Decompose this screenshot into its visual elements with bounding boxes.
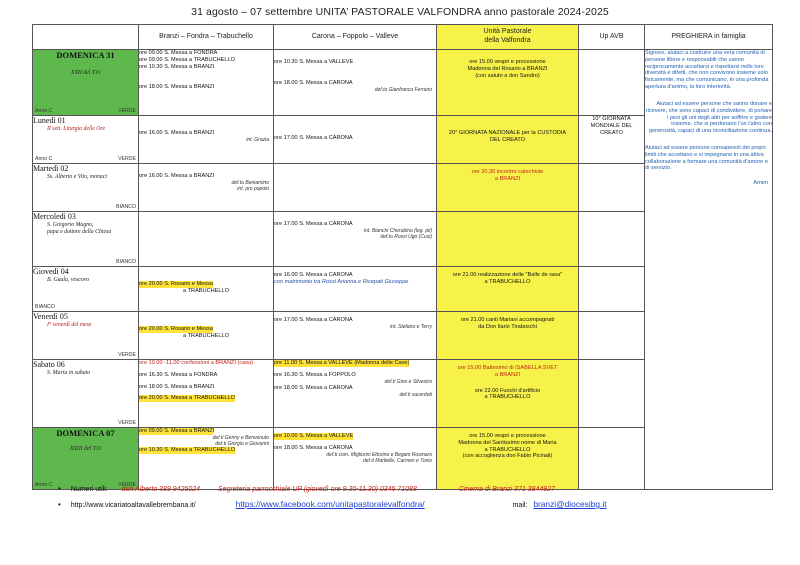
unita-cell: ore 15.00 vespri e processione Madonna del Santissimo nome di Maria a TRABUCHELLO (con accoglienza don Fabio Picinali) <box>437 428 579 490</box>
avb-cell <box>579 428 645 490</box>
carona-cell <box>274 164 437 212</box>
unita-cell: ore 15.00 vespri e processione Madonna del Rosario a BRANZI (con saluto a don Sandro) <box>437 50 579 116</box>
day-header <box>33 25 139 50</box>
facebook-link[interactable]: https://www.facebook.com/unitapastoralevalfondra/ <box>235 499 425 509</box>
day-note: S. Maria in sabato <box>47 369 91 376</box>
page-title: 31 agosto – 07 settembre UNITA’ PASTORALE VALFONDRA anno pastorale 2024-2025 <box>191 6 609 18</box>
day-name: Giovedì 04 <box>33 267 69 276</box>
segreteria-phone: Segreteria parrocchiale UP (giovedì ore 9.30-11.30) 0345 71088 <box>218 486 417 493</box>
avb-cell: 10° GIORNATA MONDIALE DEL CREATO <box>579 116 645 164</box>
carona-cell: ore 11.00 S. Messa a VALLEVE (Madonna delle Cave) ore 16.30 S. Messa a FOPPOLO def.ti Gino e Silvestro ore 18.00 S. Messa a CARONA def.ti sacerdoti <box>274 360 437 428</box>
header-carona: Carona – Foppolo – Valleve <box>274 25 437 50</box>
day-note-2: papa e dottore della Chiesa <box>47 228 112 235</box>
footer-numbers <box>58 484 555 493</box>
avb-cell <box>579 312 645 360</box>
branzi-cell: ore 20.00 S. Rosario e Messa a TRABUCHELLO <box>139 312 274 360</box>
header-preghiera: PREGHIERA in famiglia <box>645 25 773 50</box>
unita-cell: ore 21.00 canti Mariani accompagnati da Don Ilario Tiraboschi <box>437 312 579 360</box>
unita-cell: ore 20.30 incontro catechiste a BRANZI <box>437 164 579 212</box>
day-note: XXII del T.O <box>70 70 101 77</box>
prayer-paragraph-1: Signore, aiutaci a costruire una vera comunità di persone libere e responsabili che sanno reciprocamente accettarsi e rispettarsi nelle loro diversità e difetti, che non convivono insieme solo fisicamente, ma che comunicano, in una profonda apertura d'animo, la loro interiorità. <box>645 50 769 91</box>
day-cell: Lunedì 01 II sett. Liturgia delle Ore Anno C VERDE <box>33 116 139 164</box>
day-cell: DOMENICA 31 XXII del T.O Anno C VERDE <box>33 50 139 116</box>
day-note: B. Guala, vescovo <box>47 276 90 283</box>
branzi-cell: ore 16.00 S. Messa a BRANZI int. Grazia <box>139 116 274 164</box>
bullet-icon: • <box>58 500 61 509</box>
branzi-cell: ore 16.00 S. Messa a BRANZI def.to Beniamino int. pro popolo <box>139 164 274 212</box>
header-unita: Unità Pastorale della Valfondra <box>437 25 579 50</box>
carona-cell: ore 10.00 S. Messa a VALLEVE ore 18.00 S. Messa a CARONA def.ti com. Migliorini Ettorina e Begani Rosmaro def.ti Maritelle, Carmen e Tonis <box>274 428 437 490</box>
day-cell: Sabato 06 S. Maria in sabato VERDE <box>33 360 139 428</box>
carona-cell: ore 10.30 S. Messa a VALLEVE ore 18.00 S. Messa a CARONA def.to Gianfranco Ferrario <box>274 50 437 116</box>
day-note: S. Gregorio Magno, <box>47 221 94 228</box>
prayer-paragraph-2: Aiutaci ad essere persone che sanno donare e ricevere, che sono capaci di condividere, di portare i pesi gli uni degli altri per soffrire e godere insieme, che si perdonano l'un l'altro con generosità, capaci di una riconciliazione continua. <box>645 100 772 135</box>
day-note: XXIII del T.O <box>69 446 102 453</box>
day-name: DOMENICA 31 <box>56 50 115 60</box>
day-note: II sett. Liturgia delle Ore <box>47 125 106 132</box>
carona-cell: ore 16.00 S. Messa a CARONA con matrimonio tra Rossi Arianna e Ricepati Giuseppe <box>274 267 437 312</box>
day-name: Lunedì 01 <box>33 116 66 125</box>
unita-cell <box>437 212 579 267</box>
carona-cell: ore 17.00 S. Messa a CARONA <box>274 116 437 164</box>
avb-cell <box>579 360 645 428</box>
mail-label: mail: <box>512 502 528 509</box>
day-cell: Martedì 02 Ss. Alberto e Vito, monaci BIANCO <box>33 164 139 212</box>
day-cell: DOMENICA 07 XXIII del T.O Anno C VERDE <box>33 428 139 490</box>
prayer-cell <box>645 50 773 490</box>
day-name: Sabato 06 <box>33 360 65 369</box>
carona-cell: ore 17.00 S. Messa a CARONA int. Bianchi Cherubino (leg. pii) def.to Rossi Ugo (Cusi) <box>274 212 437 267</box>
numeri-label: Numeri utili: <box>70 486 108 493</box>
day-name: Mercoledì 03 <box>33 212 76 221</box>
prayer-amen: Amen <box>753 180 768 187</box>
branzi-cell: ore 10.00 -11.00 confessioni a BRANZI (casa) ore 16.30 S. Messa a FONDRA ore 18.00 S. Messa a BRANZI ore 20.00 S. Messa a TRABUCHELLO <box>139 360 274 428</box>
day-note: Ss. Alberto e Vito, monaci <box>47 173 108 180</box>
header-avb: Up AVB <box>579 25 645 50</box>
branzi-cell: ore 09.00 S. Messa a FONDRA ore 09.00 S. Messa a TRABUCHELLO ore 10.30 S. Messa a BRANZI ore 18.00 S. Messa a BRANZI <box>139 50 274 116</box>
day-name: Venerdì 05 <box>33 312 68 321</box>
prayer-paragraph-3: Aiutaci ad essere persone consapevoli dei propri limiti che accettano e si impegnano in una attiva collaborazione a formare una comunità d'amore e di servizio. <box>645 144 768 172</box>
avb-cell <box>579 50 645 116</box>
day-note: I° venerdì del mese <box>47 321 92 328</box>
schedule-table <box>32 24 773 490</box>
day-row <box>33 50 773 116</box>
avb-cell <box>579 212 645 267</box>
footer-links <box>58 499 607 509</box>
branzi-cell <box>139 212 274 267</box>
unita-cell: ore 21.00 realizzazione delle "Balle de rasa" a TRABUCHELLO <box>437 267 579 312</box>
day-cell: Mercoledì 03 S. Gregorio Magno, papa e dottore della Chiesa BIANCO <box>33 212 139 267</box>
branzi-cell: ore 09.00 S. Messa a BRANZI def.ti Genny e Benvenuto def.ti Giorgio e Giovanni ore 10.30 S. Messa a TRABUCHELLO <box>139 428 274 490</box>
day-name: DOMENICA 07 <box>56 428 115 438</box>
avb-cell <box>579 267 645 312</box>
branzi-cell: ore 20.00 S. Rosario e Messa a TRABUCHELLO <box>139 267 274 312</box>
avb-cell <box>579 164 645 212</box>
bullet-icon: • <box>58 484 61 493</box>
site-link[interactable]: http://www.vicariatoaltavallebrembana.it/ <box>70 502 196 509</box>
day-cell: Giovedì 04 B. Guala, vescovo BIANCO <box>33 267 139 312</box>
day-cell: Venerdì 05 I° venerdì del mese VERDE <box>33 312 139 360</box>
don-alberto-phone: don Alberto 389 9425024 <box>121 486 201 493</box>
carona-cell: ore 17.00 S. Messa a CARONA int. Stefano e Terry <box>274 312 437 360</box>
cinema-phone: Cinema di Branzi 371 3844927 <box>458 486 555 493</box>
mail-link[interactable]: branzi@diocesibg.it <box>533 499 607 509</box>
unita-cell: 20° GIORNATA NAZIONALE per la CUSTODIA DEL CREATO <box>437 116 579 164</box>
unita-cell: ore 15.00 Battesimo di ISABELLA SVET a BRANZI ore 22.00 Fuochi d'artificio a TRABUCHELLO <box>437 360 579 428</box>
day-name: Martedì 02 <box>33 164 69 173</box>
header-row <box>33 25 773 50</box>
header-branzi: Branzi – Fondra – Trabuchello <box>139 25 274 50</box>
